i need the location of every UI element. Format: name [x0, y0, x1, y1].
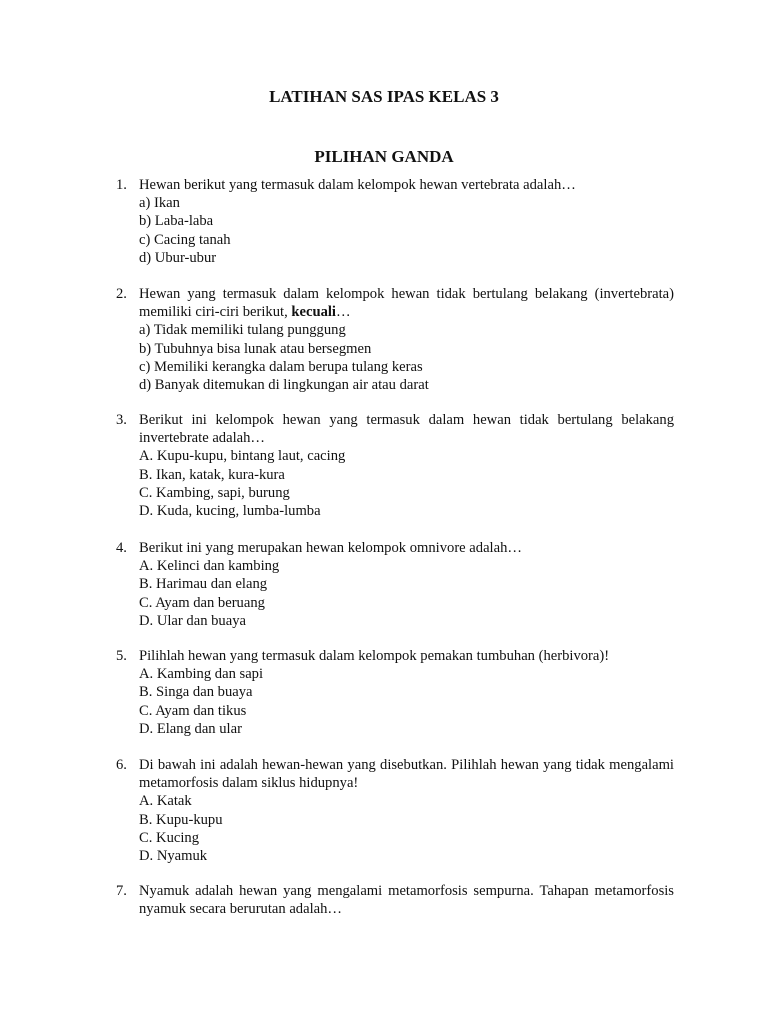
question-4	[116, 539, 674, 630]
option-b: b) Tubuhnya bisa lunak atau bersegmen	[139, 340, 372, 357]
question-text: Berikut ini kelompok hewan yang termasuk dalam hewan tidak bertulang belakang invertebrate adalah…	[139, 412, 674, 447]
document-title: LATIHAN SAS IPAS KELAS 3	[269, 87, 499, 106]
option-c: C. Kucing	[139, 829, 199, 846]
question-number: 7.	[116, 883, 127, 899]
option-b: B. Ikan, katak, kura-kura	[139, 466, 285, 483]
question-text-main: Hewan yang termasuk dalam kelompok hewan tidak bertulang belakang (invertebrata) memiliki ciri-ciri berikut,	[139, 286, 674, 321]
option-d: D. Nyamuk	[139, 848, 208, 865]
option-b: b) Laba-laba	[139, 213, 214, 230]
question-number: 2.	[116, 286, 127, 302]
question-5	[116, 647, 674, 738]
option-a: A. Kambing dan sapi	[139, 666, 264, 683]
emphasis-kecuali: kecuali	[291, 304, 336, 321]
question-text: Pilihlah hewan yang termasuk dalam kelompok pemakan tumbuhan (herbivora)!	[139, 648, 610, 664]
section-title: PILIHAN GANDA	[314, 147, 454, 166]
question-3	[116, 411, 674, 520]
option-c: c) Cacing tanah	[139, 231, 231, 248]
option-b: B. Harimau dan elang	[139, 576, 268, 593]
question-number: 1.	[116, 177, 127, 193]
question-text	[139, 285, 674, 321]
option-a: A. Kupu-kupu, bintang laut, cacing	[139, 448, 346, 465]
option-a: A. Kelinci dan kambing	[139, 558, 280, 575]
option-d: D. Kuda, kucing, lumba-lumba	[139, 503, 321, 520]
question-text: Berikut ini yang merupakan hewan kelompok omnivore adalah…	[139, 540, 522, 556]
option-c: C. Kambing, sapi, burung	[139, 484, 290, 501]
question-number: 6.	[116, 757, 127, 773]
question-text: Di bawah ini adalah hewan-hewan yang disebutkan. Pilihlah hewan yang tidak mengalami metamorfosis dalam siklus hidupnya!	[139, 757, 674, 792]
option-b: B. Singa dan buaya	[139, 684, 253, 701]
option-b: B. Kupu-kupu	[139, 811, 223, 828]
option-d: D. Elang dan ular	[139, 720, 242, 737]
question-text: Nyamuk adalah hewan yang mengalami metamorfosis sempurna. Tahapan metamorfosis nyamuk secara berurutan adalah…	[139, 883, 674, 918]
option-d: d) Ubur-ubur	[139, 249, 217, 266]
option-a: A. Katak	[139, 793, 192, 810]
question-number: 5.	[116, 648, 127, 664]
option-d: d) Banyak ditemukan di lingkungan air atau darat	[139, 377, 429, 394]
question-1	[116, 176, 674, 267]
question-6	[116, 756, 674, 865]
question-number: 4.	[116, 540, 127, 556]
question-text-ellipsis: …	[335, 304, 351, 321]
question-text: Hewan berikut yang termasuk dalam kelompok hewan vertebrata adalah…	[139, 177, 576, 193]
option-d: D. Ular dan buaya	[139, 612, 246, 629]
option-c: C. Ayam dan tikus	[139, 702, 247, 719]
option-c: c) Memiliki kerangka dalam berupa tulang keras	[139, 358, 423, 375]
question-7	[116, 882, 674, 918]
option-a: a) Ikan	[139, 195, 180, 212]
question-number: 3.	[116, 412, 127, 428]
question-2	[116, 285, 674, 394]
option-a: a) Tidak memiliki tulang punggung	[139, 322, 346, 339]
option-c: C. Ayam dan beruang	[139, 594, 265, 611]
